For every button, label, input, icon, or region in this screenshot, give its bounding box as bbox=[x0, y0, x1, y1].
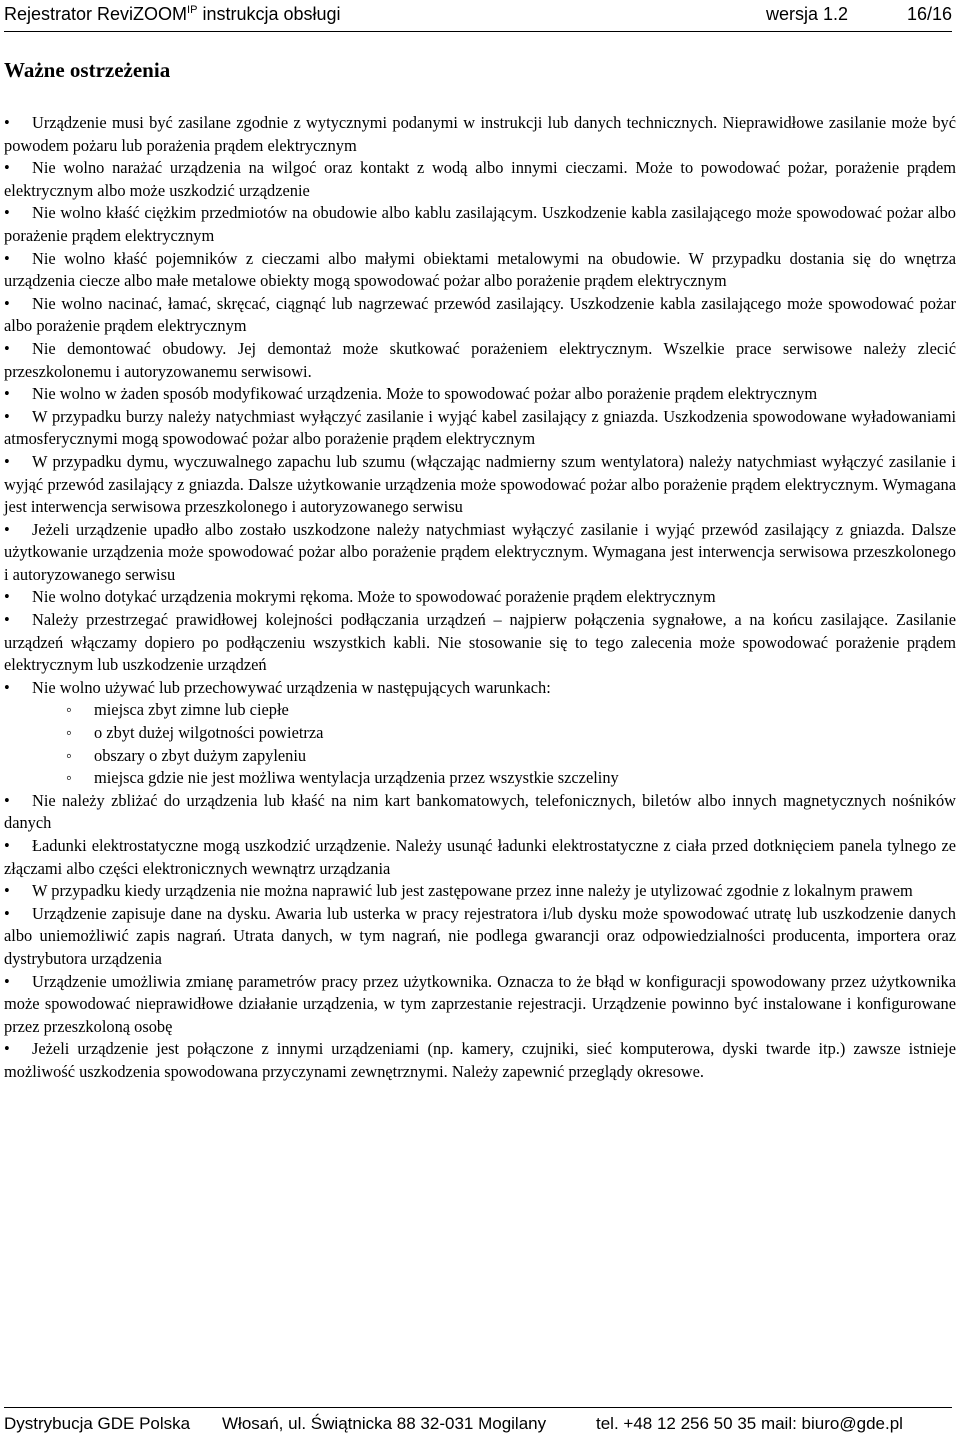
conditions-list bbox=[4, 699, 956, 789]
warning-item: •Jeżeli urządzenie jest połączone z innymi urządzeniami (np. kamery, czujniki, sieć komputerowa, dyski twarde itp.) zawsze istnieje możliwość uszkodzenia spowodowana przyczynami zewnętrznymi. Należy zapewnić przeglądy okresowe. bbox=[4, 1038, 956, 1083]
warning-item: •Ładunki elektrostatyczne mogą uszkodzić urządzenie. Należy usunąć ładunki elektrostatyczne z ciała przed dotknięciem panela tylnego ze złączami albo części elektronicznych wewnątrz urządzania bbox=[4, 835, 956, 880]
warning-item: •Nie wolno używać lub przechowywać urządzenia w następujących warunkach: bbox=[4, 677, 956, 700]
condition-item: ◦miejsca gdzie nie jest możliwa wentylacja urządzenia przez wszystkie szczeliny bbox=[66, 767, 956, 790]
footer-contact: tel. +48 12 256 50 35 mail: biuro@gde.pl bbox=[596, 1414, 903, 1433]
warnings-list bbox=[4, 112, 956, 1084]
bullet-icon bbox=[4, 248, 32, 271]
bullet-icon bbox=[4, 609, 32, 632]
bullet-icon bbox=[4, 293, 32, 316]
footer-address: Włosań, ul. Świątnicka 88 32-031 Mogilany bbox=[222, 1414, 547, 1433]
footer-company: Dystrybucja GDE Polska bbox=[4, 1414, 191, 1433]
document-version: wersja 1.2 bbox=[766, 4, 849, 24]
warning-item: •W przypadku dymu, wyczuwalnego zapachu lub szumu (włączając nadmierny szum wentylatora) należy natychmiast wyłączyć zasilanie i wyjąć przewód zasilający z gniazda. Dalsze użytkowanie urządzenia może spowodować pożar albo porażenie prądem elektrycznym. Wymagana jest interwencja serwisowa przeszkolonego i autoryzowanego serwisu bbox=[4, 451, 956, 519]
bullet-icon bbox=[4, 406, 32, 429]
warning-item: •Urządzenie musi być zasilane zgodnie z wytycznymi podanymi w instrukcji lub danych technicznych. Nieprawidłowe zasilanie może być powodem pożaru lub porażenia prądem elektrycznym bbox=[4, 112, 956, 157]
warning-item: •Nie należy zbliżać do urządzenia lub kłaść na nim kart bankomatowych, telefonicznych, biletów albo innych magnetycznych nośników danych bbox=[4, 790, 956, 835]
circle-bullet-icon bbox=[66, 767, 94, 790]
bullet-icon bbox=[4, 790, 32, 813]
bullet-icon bbox=[4, 112, 32, 135]
header-divider bbox=[4, 31, 952, 32]
warning-item: •W przypadku kiedy urządzenia nie można naprawić lub jest zastępowane przez inne należy je utylizować zgodnie z lokalnym prawem bbox=[4, 880, 956, 903]
bullet-icon bbox=[4, 903, 32, 926]
document-title-suffix: instrukcja obsługi bbox=[197, 4, 341, 24]
document-title-superscript: IP bbox=[187, 4, 198, 16]
bullet-icon bbox=[4, 835, 32, 858]
warning-item: •Nie wolno narażać urządzenia na wilgoć oraz kontakt z wodą albo innymi cieczami. Może to powodować pożar, porażenie prądem elektrycznym albo może uszkodzić urządzenie bbox=[4, 157, 956, 202]
page-header bbox=[4, 4, 956, 30]
warning-item: •Nie wolno w żaden sposób modyfikować urządzenia. Może to spowodować pożar albo porażenie prądem elektrycznym bbox=[4, 383, 956, 406]
bullet-icon bbox=[4, 202, 32, 225]
bullet-icon bbox=[4, 519, 32, 542]
warning-item: •Nie wolno dotykać urządzenia mokrymi rękoma. Może to spowodować porażenie prądem elektrycznym bbox=[4, 586, 956, 609]
warning-item: •Nie demontować obudowy. Jej demontaż może skutkować porażeniem elektrycznym. Wszelkie prace serwisowe należy zlecić przeszkolonemu i autoryzowanemu serwisowi. bbox=[4, 338, 956, 383]
bullet-icon bbox=[4, 157, 32, 180]
warning-item: •Urządzenie umożliwia zmianę parametrów pracy przez użytkownika. Oznacza to że błąd w konfiguracji spowodowany przez użytkownika może spowodować nieprawidłowe działanie urządzenia, w tym zaprzestanie rejestracji. Urządzenie powinno być instalowane i konfigurowane przez przeszkoloną osobę bbox=[4, 971, 956, 1039]
circle-bullet-icon bbox=[66, 722, 94, 745]
circle-bullet-icon bbox=[66, 699, 94, 722]
bullet-icon bbox=[4, 971, 32, 994]
warning-item: •W przypadku burzy należy natychmiast wyłączyć zasilanie i wyjąć kabel zasilający z gniazda. Uszkodzenia spowodowane wyładowaniami atmosferycznymi mogą spowodować pożar albo porażenie prądem elektrycznym bbox=[4, 406, 956, 451]
condition-item: ◦obszary o zbyt dużym zapyleniu bbox=[66, 745, 956, 768]
warning-item: •Nie wolno kłaść ciężkim przedmiotów na obudowie albo kablu zasilającym. Uszkodzenie kabla zasilającego może spowodować pożar albo porażenie prądem elektrycznym bbox=[4, 202, 956, 247]
warning-item: •Należy przestrzegać prawidłowej kolejności podłączania urządzeń – najpierw połączenia sygnałowe, a na końcu zasilające. Zasilanie urządzeń włączamy dopiero po podłączeniu wszystkich kabli. Nie stosowanie się to tego zalecenia może spowodować porażenie prądem elektrycznym lub uszkodzenie urządzeń bbox=[4, 609, 956, 677]
page-number: 16/16 bbox=[906, 4, 952, 24]
condition-item: ◦o zbyt dużej wilgotności powietrza bbox=[66, 722, 956, 745]
warning-item: •Nie wolno kłaść pojemników z cieczami albo małymi obiektami metalowymi na obudowie. W przypadku dostania się do wnętrza urządzenia ciecze albo małe metalowe obiekty mogą spowodować pożar albo porażenie prądem elektrycznym bbox=[4, 248, 956, 293]
bullet-icon bbox=[4, 677, 32, 700]
warning-item: •Urządzenie zapisuje dane na dysku. Awaria lub usterka w pracy rejestratora i/lub dysku może spowodować utratę lub uszkodzenie danych albo uniemożliwić zapis nagrań. Utrata danych, w tym nagrań, nie podlega gwarancji oraz odpowiedzialności producenta, importera oraz dystrybutora urządzenia bbox=[4, 903, 956, 971]
bullet-icon bbox=[4, 383, 32, 406]
bullet-icon bbox=[4, 1038, 32, 1061]
bullet-icon bbox=[4, 338, 32, 361]
footer-divider bbox=[4, 1407, 952, 1408]
document-title-prefix: Rejestrator ReviZOOM bbox=[4, 4, 188, 24]
condition-item: ◦miejsca zbyt zimne lub ciepłe bbox=[66, 699, 956, 722]
warning-item: •Jeżeli urządzenie upadło albo zostało uszkodzone należy natychmiast wyłączyć zasilanie i wyjąć przewód zasilający z gniazda. Dalsze użytkowanie urządzenia może spowodować pożar albo porażenie prądem elektrycznym. Wymagana jest interwencja serwisowa przeszkolonego i autoryzowanego serwisu bbox=[4, 519, 956, 587]
document-title bbox=[4, 4, 341, 25]
bullet-icon bbox=[4, 586, 32, 609]
bullet-icon bbox=[4, 451, 32, 474]
section-title: Ważne ostrzeżenia bbox=[4, 58, 171, 82]
warning-item: •Nie wolno nacinać, łamać, skręcać, ciągnąć lub nagrzewać przewód zasilający. Uszkodzenie kabla zasilającego może spowodować pożar albo porażenie prądem elektrycznym bbox=[4, 293, 956, 338]
circle-bullet-icon bbox=[66, 745, 94, 768]
bullet-icon bbox=[4, 880, 32, 903]
